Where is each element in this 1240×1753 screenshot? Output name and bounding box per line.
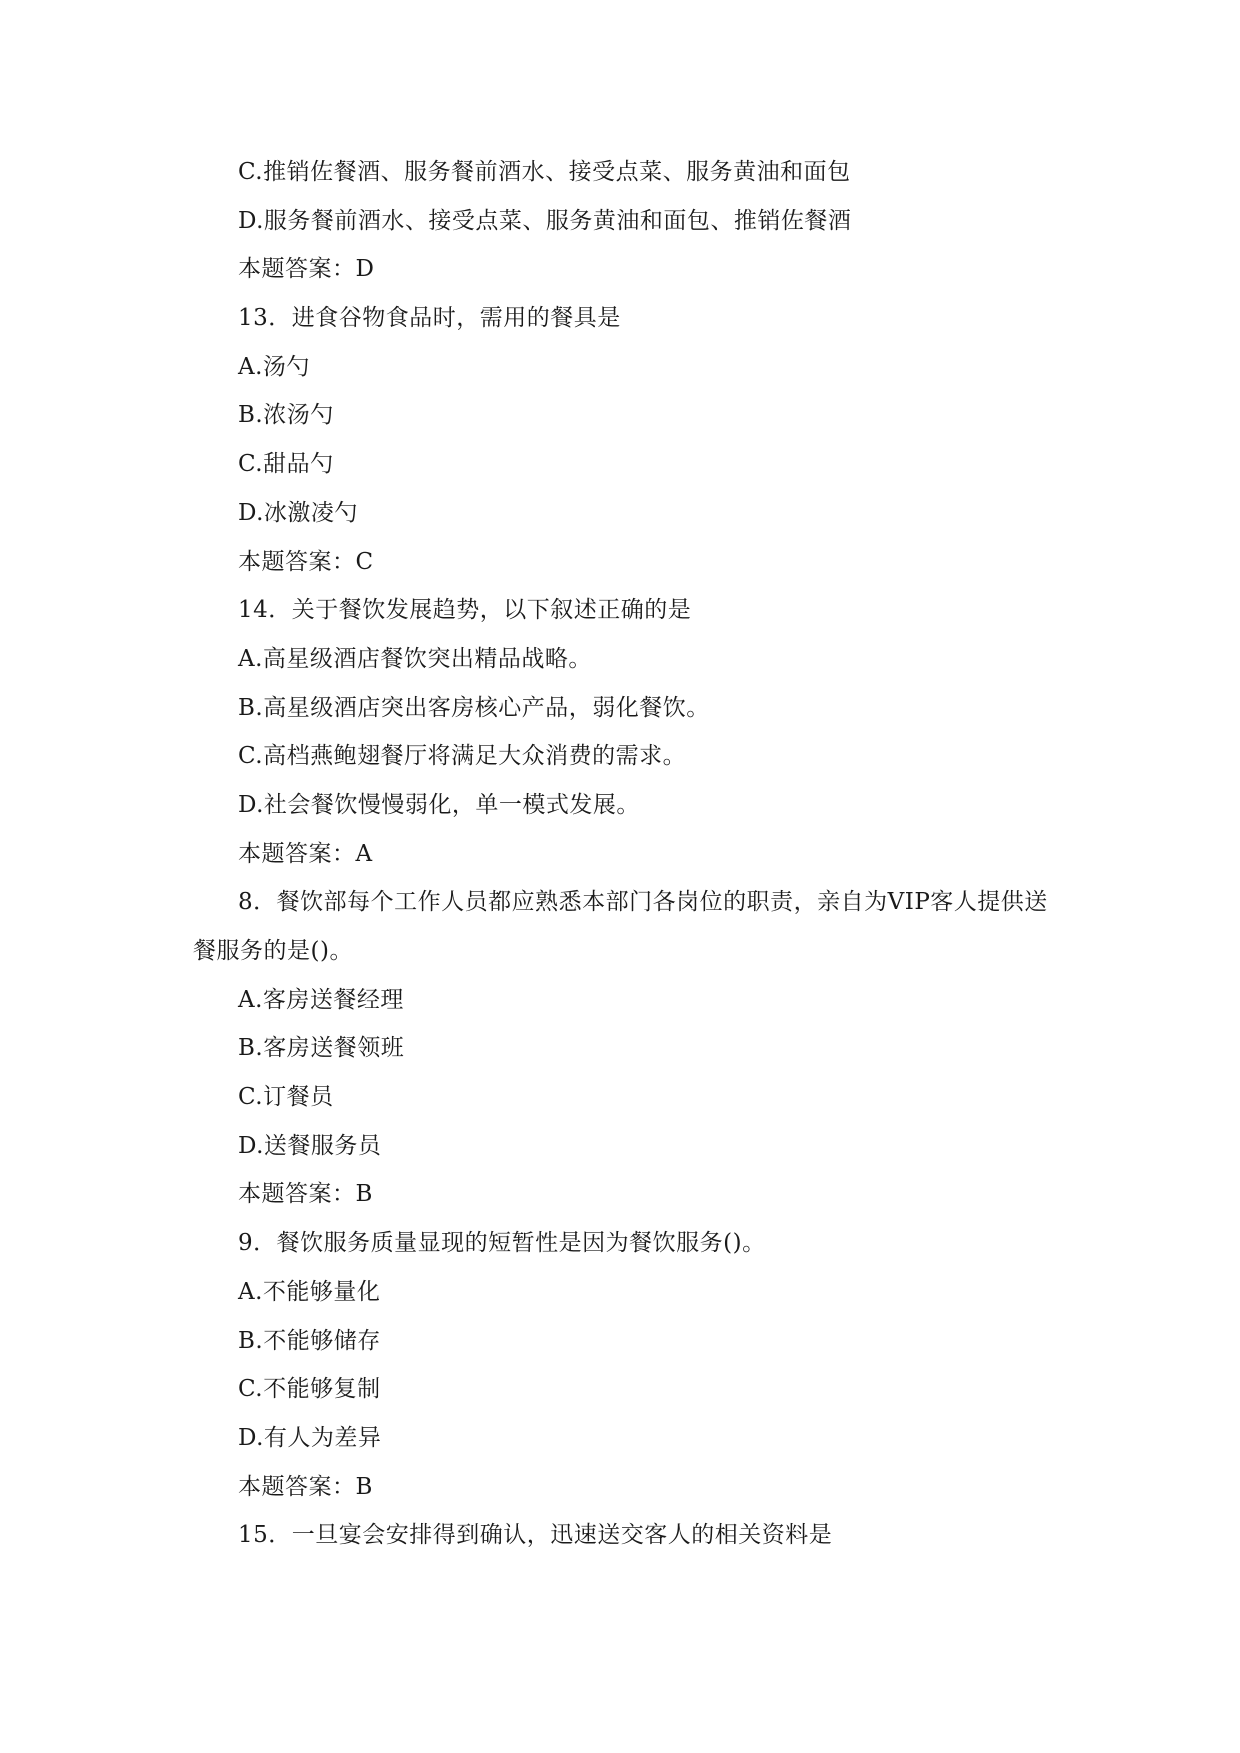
option-line: A.高星级酒店餐饮突出精品战略。 bbox=[238, 645, 592, 672]
option-line: B.高星级酒店突出客房核心产品，弱化餐饮。 bbox=[238, 694, 710, 721]
answer-line: 本题答案：B bbox=[238, 1473, 373, 1500]
option-line: D.有人为差异 bbox=[238, 1424, 382, 1451]
question-line: 13．进食谷物食品时，需用的餐具是 bbox=[238, 305, 621, 332]
answer-line: 本题答案：B bbox=[238, 1181, 373, 1208]
option-line: D.社会餐饮慢慢弱化，单一模式发展。 bbox=[238, 791, 640, 818]
answer-line: 本题答案：A bbox=[238, 840, 373, 867]
option-line: D.冰激凌勺 bbox=[238, 499, 358, 526]
question-line: 14．关于餐饮发展趋势，以下叙述正确的是 bbox=[238, 597, 692, 624]
option-line: B.客房送餐领班 bbox=[238, 1035, 405, 1062]
answer-line: 本题答案：C bbox=[238, 548, 374, 575]
option-line: C.不能够复制 bbox=[238, 1376, 381, 1403]
option-line: A.不能够量化 bbox=[238, 1278, 381, 1305]
question-line: 15．一旦宴会安排得到确认，迅速送交客人的相关资料是 bbox=[238, 1522, 833, 1549]
option-line: C.甜品勺 bbox=[238, 451, 334, 478]
option-line: C.推销佐餐酒、服务餐前酒水、接受点菜、服务黄油和面包 bbox=[238, 159, 851, 185]
document-body bbox=[193, 148, 1073, 1560]
question-paragraph: 8．餐饮部每个工作人员都应熟悉本部门各岗位的职责，亲自为VIP客人提供送餐服务的是()。 bbox=[193, 889, 1048, 965]
option-line: C.高档燕鲍翅餐厅将满足大众消费的需求。 bbox=[238, 743, 687, 770]
option-line: B.不能够储存 bbox=[238, 1327, 381, 1354]
answer-line: 本题答案：D bbox=[238, 256, 375, 283]
question-line: 9．餐饮服务质量显现的短暂性是因为餐饮服务()。 bbox=[238, 1230, 766, 1257]
option-line: D.服务餐前酒水、接受点菜、服务黄油和面包、推销佐餐酒 bbox=[238, 207, 852, 234]
option-line: C.订餐员 bbox=[238, 1084, 334, 1111]
option-line: D.送餐服务员 bbox=[238, 1132, 382, 1159]
option-line: A.汤勺 bbox=[238, 353, 310, 380]
option-line: B.浓汤勺 bbox=[238, 402, 334, 429]
option-line: A.客房送餐经理 bbox=[238, 986, 404, 1013]
